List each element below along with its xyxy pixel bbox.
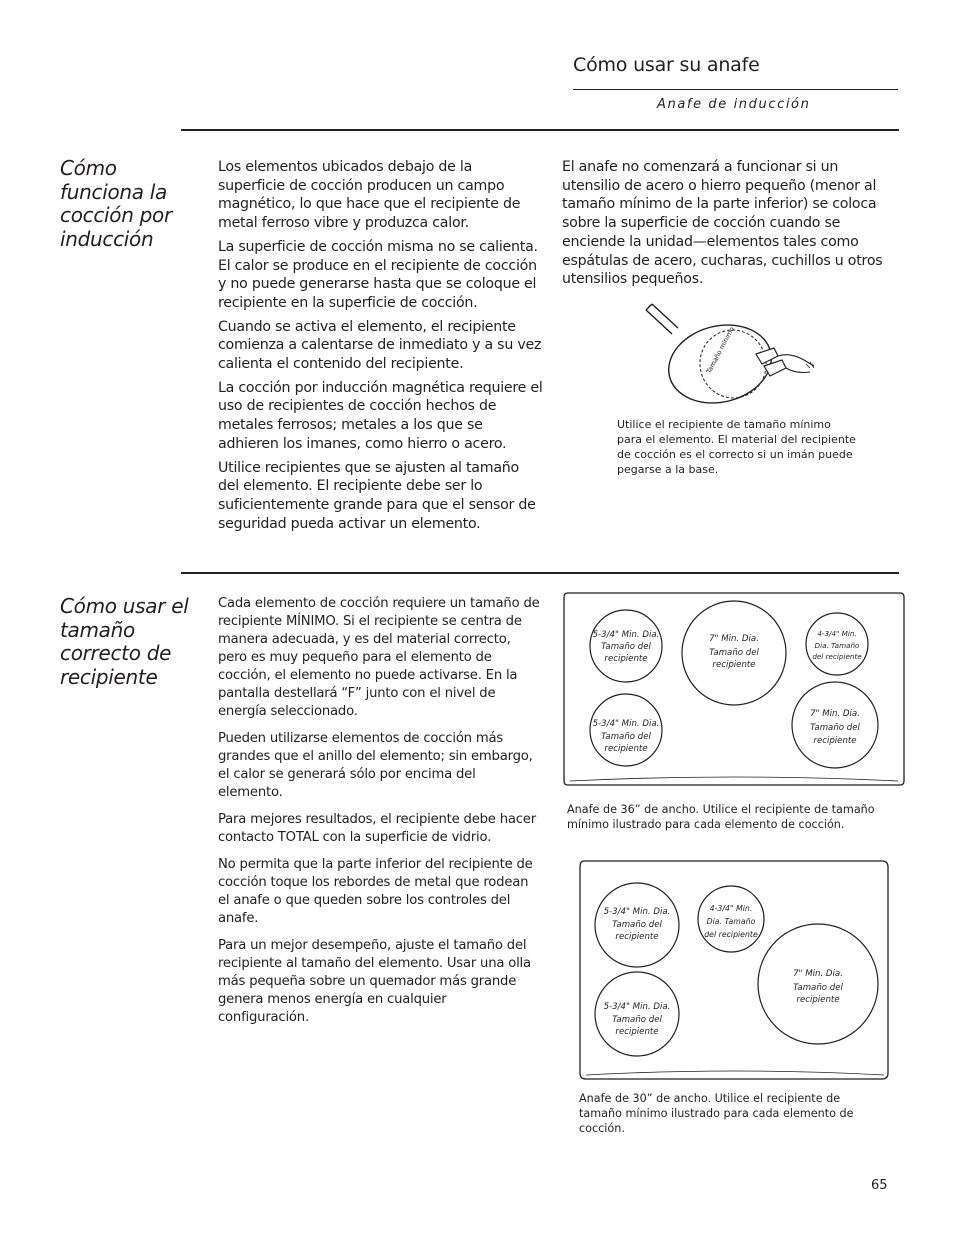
label30-right-1: 7" Min. Dia. xyxy=(793,969,843,979)
label-left-bottom-3: recipiente xyxy=(604,744,648,754)
paragraph: El anafe no comenzará a funcionar si un utensilio de acero o hierro pequeño (menor al tamaño mínimo de la parte inferior) se coloca sobre la superficie de cocción cuando se enciende la unidad—elementos tales como espátulas de acero, cucharas, cuchillos u otros utensilios pequeños. xyxy=(562,159,883,288)
label-left-top-1: 5-3/4" Min. Dia. xyxy=(592,630,660,640)
illustration-caption: Utilice el recipiente de tamaño mínimo para el elemento. El material del recipiente de cocción es el correcto si un imán puede pegarse a la base. xyxy=(617,418,856,476)
paragraph: No permita que la parte inferior del recipiente de cocción toque los rebordes de metal que rodean el anafe o que queden sobre los controles del anafe. xyxy=(218,857,533,926)
cooktop-36-diagram xyxy=(562,591,906,787)
section1-column-2 xyxy=(562,158,892,294)
label-center-3: recipiente xyxy=(712,660,756,670)
label30-left-bottom-2: Tamaño del xyxy=(612,1015,662,1025)
label-right-top-3: del recipiente xyxy=(812,652,862,661)
cooktop-30-diagram xyxy=(578,859,890,1083)
header-rule xyxy=(573,89,898,90)
paragraph: Pueden utilizarse elementos de cocción más grandes que el anillo del elemento; sin embargo, el calor se generará sólo por encima del elemento. xyxy=(218,731,533,800)
label-right-top-1: 4-3/4" Min. xyxy=(817,629,857,638)
paragraph: La superficie de cocción misma no se calienta. El calor se produce en el recipiente de cocción y no puede generarse hasta que se coloque el recipiente en la superficie de cocción. xyxy=(218,238,538,311)
label30-left-top-2: Tamaño del xyxy=(612,920,662,930)
label30-center-2: Dia. Tamaño xyxy=(706,917,756,926)
cooktop-30-caption: Anafe de 30” de ancho. Utilice el recipiente de tamaño mínimo ilustrado para cada elemento de cocción. xyxy=(579,1092,854,1135)
label-center-2: Tamaño del xyxy=(709,648,759,658)
paragraph: Cada elemento de cocción requiere un tamaño de recipiente MÍNIMO. Si el recipiente se centra de manera adecuada, y es del material correcto, pero es muy pequeño para el elemento de cocción, el elemento no puede activarse. En la pantalla destellará “F” junto con el nivel de energía seleccionado. xyxy=(218,596,540,719)
section1-column-1 xyxy=(218,158,543,538)
section-rule-2 xyxy=(181,572,899,574)
label-right-bottom-2: Tamaño del xyxy=(810,723,860,733)
label30-center-3: del recipiente xyxy=(704,930,758,939)
section-rule-1 xyxy=(181,129,899,131)
paragraph: Cuando se activa el elemento, el recipiente comienza a calentarse de inmediato y a su vez calienta el contenido del recipiente. xyxy=(218,318,542,373)
section-heading-induction: Cómo funciona la cocción por inducción xyxy=(60,156,172,251)
label30-left-bottom-3: recipiente xyxy=(615,1027,659,1037)
paragraph: Para mejores resultados, el recipiente debe hacer contacto TOTAL con la superficie de vidrio. xyxy=(218,812,536,845)
label-left-top-2: Tamaño del xyxy=(601,642,651,652)
label-center-1: 7" Min. Dia. xyxy=(709,634,759,644)
label30-right-2: Tamaño del xyxy=(793,983,843,993)
section2-column-1 xyxy=(218,595,540,1036)
page-number: 65 xyxy=(871,1178,888,1193)
section-heading-pan-size: Cómo usar el tamaño correcto de recipiente xyxy=(60,594,189,689)
paragraph: Los elementos ubicados debajo de la superficie de cocción producen un campo magnético, lo que hace que el recipiente de metal ferroso vibre y produzca calor. xyxy=(218,159,521,232)
cooktop-36-caption: Anafe de 36” de ancho. Utilice el recipiente de tamaño mínimo ilustrado para cada elemento de cocción. xyxy=(567,803,875,831)
page-title: Cómo usar su anafe xyxy=(573,54,760,76)
paragraph: La cocción por inducción magnética requiere el uso de recipientes de cocción hechos de metales ferrosos; metales a los que se adhieren los imanes, como hierro o acero. xyxy=(218,379,543,452)
label-left-bottom-1: 5-3/4" Min. Dia. xyxy=(592,719,660,729)
paragraph: Para un mejor desempeño, ajuste el tamaño del recipiente al tamaño del elemento. Usar una olla más pequeña sobre un quemador más grande genera menos energía en cualquier configuración. xyxy=(218,938,531,1025)
label30-left-top-3: recipiente xyxy=(615,932,659,942)
label-left-bottom-2: Tamaño del xyxy=(601,732,651,742)
label30-left-bottom-1: 5-3/4" Min. Dia. xyxy=(603,1002,671,1012)
label30-center-1: 4-3/4" Min. xyxy=(709,904,753,913)
min-size-label: Tamaño mínimo xyxy=(704,325,737,375)
label-right-bottom-1: 7" Min. Dia. xyxy=(810,709,860,719)
label-right-top-2: Dia. Tamaño xyxy=(814,641,860,650)
pan-magnet-illustration xyxy=(638,302,818,408)
page-subtitle: Anafe de inducción xyxy=(657,97,811,112)
label-left-top-3: recipiente xyxy=(604,654,648,664)
paragraph: Utilice recipientes que se ajusten al tamaño del elemento. El recipiente debe ser lo suficientemente grande para que el sensor de seguridad pueda activar un elemento. xyxy=(218,459,536,532)
label30-right-3: recipiente xyxy=(796,995,840,1005)
label30-left-top-1: 5-3/4" Min. Dia. xyxy=(603,907,671,917)
label-right-bottom-3: recipiente xyxy=(813,736,857,746)
